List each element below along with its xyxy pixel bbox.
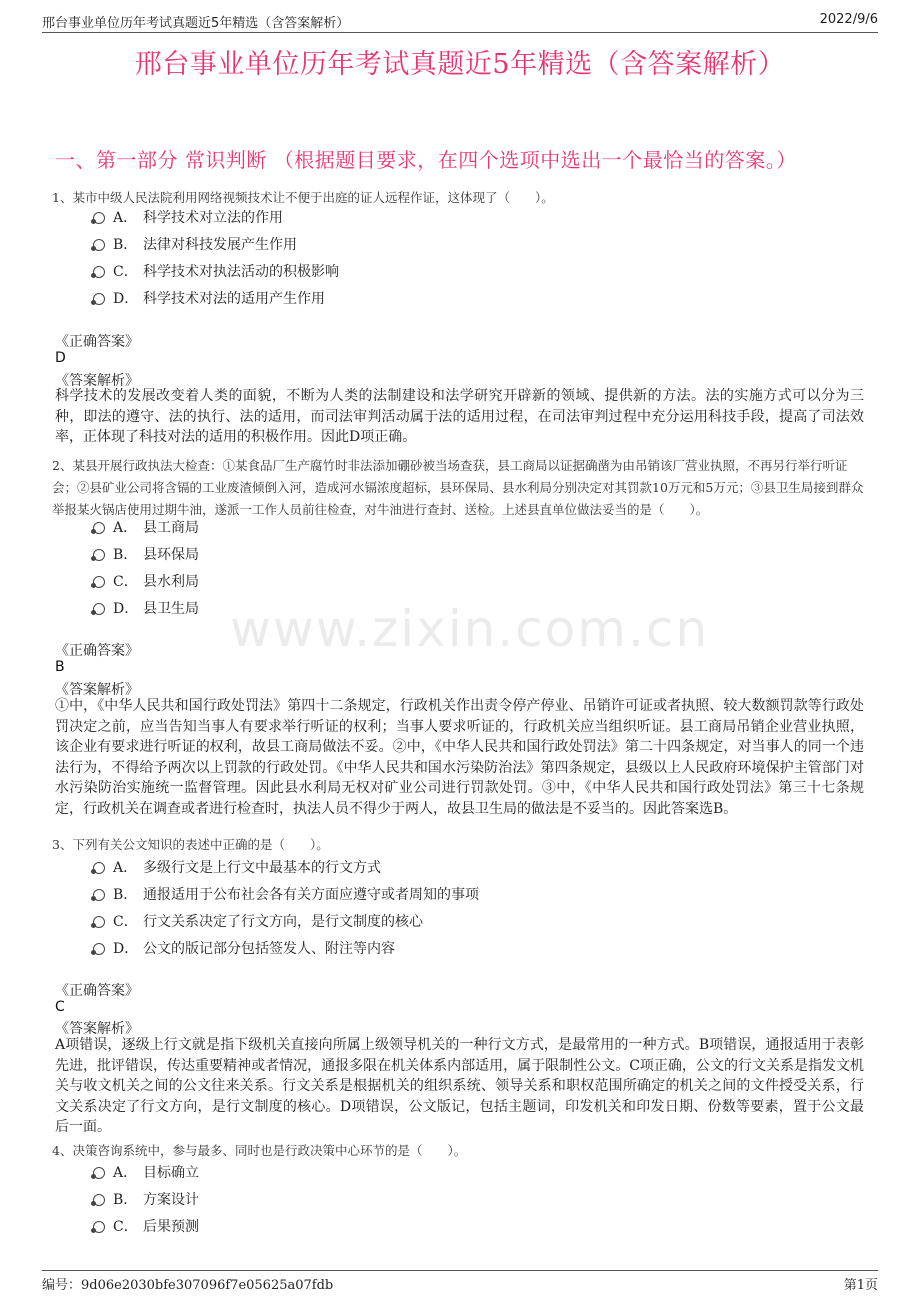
option-letter: C． [113,1219,138,1235]
option-text: 行文关系决定了行文方向，是行文制度的核心 [143,914,423,930]
question-3-option-d[interactable] [93,938,395,960]
radio-icon[interactable] [93,603,105,615]
question-2-option-a[interactable] [93,517,199,539]
question-1-option-d[interactable] [93,288,325,310]
page-header [42,10,878,33]
answer-label: 《正确答案》 [55,983,139,999]
radio-icon[interactable] [93,576,105,588]
question-3-text: 3、下列有关公文知识的表述中正确的是（ ）。 [52,837,329,852]
radio-icon[interactable] [93,889,105,901]
option-text: 方案设计 [143,1192,199,1208]
question-2-answer: B [55,659,65,675]
option-text: 后果预测 [143,1219,199,1235]
option-letter: B． [113,237,138,253]
question-3-option-b[interactable] [93,884,479,906]
option-letter: A． [113,860,138,876]
radio-icon[interactable] [93,862,105,874]
option-letter: D． [113,601,139,617]
explanation-label: 《答案解析》 [55,373,139,389]
question-1-option-c[interactable] [93,261,339,283]
section-title: 一、第一部分 常识判断 （根据题目要求，在四个选项中选出一个最恰当的答案。） [55,148,797,172]
radio-icon[interactable] [93,239,105,251]
question-3-answer: C [55,999,65,1015]
answer-label: 《正确答案》 [55,643,139,659]
question-1-option-b[interactable] [93,234,297,256]
question-3-option-c[interactable] [93,911,423,933]
question-4-option-c[interactable] [93,1216,199,1238]
option-letter: A． [113,520,138,536]
radio-icon[interactable] [93,1221,105,1233]
radio-icon[interactable] [93,522,105,534]
question-1-explanation: 科学技术的发展改变着人类的面貌，不断为人类的法制建设和法学研究开辟新的领域、提供新的方法。法的实施方式可以分为三种，即法的遵守、法的执行、法的适用，而司法审判活动属于法的适用过程，在司法审判过程中充分运用科技手段，提高了司法效率，正体现了科技对法的适用的积极作用。因此D项正确。 [55,388,864,445]
header-date: 2022/9/6 [819,12,878,27]
question-1-text: 1、某市中级人民法院利用网络视频技术让不便于出庭的证人远程作证，这体现了（ ）。 [52,190,554,205]
option-text: 县工商局 [143,520,199,536]
question-4-option-a[interactable] [93,1162,199,1184]
question-1-option-a[interactable] [93,207,283,229]
radio-icon[interactable] [93,943,105,955]
question-1-answer: D [55,350,66,366]
radio-icon[interactable] [93,1194,105,1206]
option-text: 科学技术对执法活动的积极影响 [143,264,339,280]
explanation-label: 《答案解析》 [55,1021,139,1037]
option-text: 通报适用于公布社会各有关方面应遵守或者周知的事项 [143,887,479,903]
option-text: 县水利局 [143,574,199,590]
header-doc-title: 邢台事业单位历年考试真题近5年精选（含答案解析） [42,16,350,31]
option-letter: A． [113,210,138,226]
option-letter: B． [113,1192,138,1208]
radio-icon[interactable] [93,212,105,224]
option-text: 科学技术对法的适用产生作用 [143,291,325,307]
page-footer [42,1270,878,1293]
radio-icon[interactable] [93,266,105,278]
option-text: 县卫生局 [143,601,199,617]
document-title: 邢台事业单位历年考试真题近5年精选（含答案解析） [134,49,786,80]
page-number: 第1页 [843,1278,878,1293]
question-3-explanation: A项错误，逐级上行文就是指下级机关直接向所属上级领导机关的一种行文方式，是最常用的一种方式。B项错误，通报适用于表彰先进，批评错误，传达重要精神或者情况，通报多限在机关体系内部适用，属于限制性公文。C项正确，公文的行文关系是指发文机关与收文机关之间的公文往来关系。行文关系是根据机关的组织系统、领导关系和职权范围所确定的机关之间的文件授受关系，行文关系决定了行文方向，是行文制度的核心。D项错误，公文版记，包括主题词，印发机关和印发日期、份数等要素，置于公文最后一面。 [55,1037,864,1135]
question-2-option-d[interactable] [93,598,199,620]
document-code: 编号：9d06e2030bfe307096f7e05625a07fdb [42,1278,334,1293]
option-text: 法律对科技发展产生作用 [143,237,297,253]
watermark: www.zixin.com.cn [230,600,710,658]
explanation-label: 《答案解析》 [55,682,139,698]
radio-icon[interactable] [93,916,105,928]
radio-icon[interactable] [93,1167,105,1179]
option-letter: C． [113,914,138,930]
radio-icon[interactable] [93,293,105,305]
question-2-option-c[interactable] [93,571,199,593]
answer-label: 《正确答案》 [55,334,139,350]
option-letter: A． [113,1165,138,1181]
question-2-text: 2、某县开展行政执法大检查：①某食品厂生产腐竹时非法添加硼砂被当场查获，县工商局以证据确凿为由吊销该厂营业执照，不再另行举行听证会；②县矿业公司将含镉的工业废渣倾倒入河，造成河水镉浓度超标，县环保局、县水利局分别决定对其罚款10万元和5万元；③县卫生局接到群众举报某火锅店使用过期牛油，遂派一工作人员前往检查，对牛油进行查封、送检。上述县直单位做法妥当的是（ ）。 [52,458,864,517]
radio-icon[interactable] [93,549,105,561]
option-letter: B． [113,547,138,563]
option-letter: C． [113,264,138,280]
option-letter: D． [113,291,139,307]
option-text: 多级行文是上行文中最基本的行文方式 [143,860,381,876]
question-2-option-b[interactable] [93,544,199,566]
option-text: 科学技术对立法的作用 [143,210,283,226]
question-3-option-a[interactable] [93,857,381,879]
option-letter: D． [113,941,139,957]
option-letter: B． [113,887,138,903]
option-text: 公文的版记部分包括签发人、附注等内容 [143,941,395,957]
question-4-option-b[interactable] [93,1189,199,1211]
option-text: 县环保局 [143,547,199,563]
option-text: 目标确立 [143,1165,199,1181]
question-2-explanation: ①中，《中华人民共和国行政处罚法》第四十二条规定，行政机关作出责令停产停业、吊销许可证或者执照、较大数额罚款等行政处罚决定之前，应当告知当事人有要求举行听证的权利；当事人要求听证的，行政机关应当组织听证。县工商局吊销企业营业执照，该企业有要求进行听证的权利，故县工商局做法不妥。②中，《中华人民共和国行政处罚法》第二十四条规定，对当事人的同一个违法行为，不得给予两次以上罚款的行政处罚。《中华人民共和国水污染防治法》第四条规定，县级以上人民政府环境保护主管部门对水污染防治实施统一监督管理。因此县水利局无权对矿业公司进行罚款处罚。③中，《中华人民共和国行政处罚法》第三十七条规定，行政机关在调查或者进行检查时，执法人员不得少于两人，故县卫生局的做法是不妥当的。因此答案选B。 [55,698,864,817]
question-4-text: 4、决策咨询系统中，参与最多、同时也是行政决策中心环节的是（ ）。 [52,1143,467,1158]
option-letter: C． [113,574,138,590]
